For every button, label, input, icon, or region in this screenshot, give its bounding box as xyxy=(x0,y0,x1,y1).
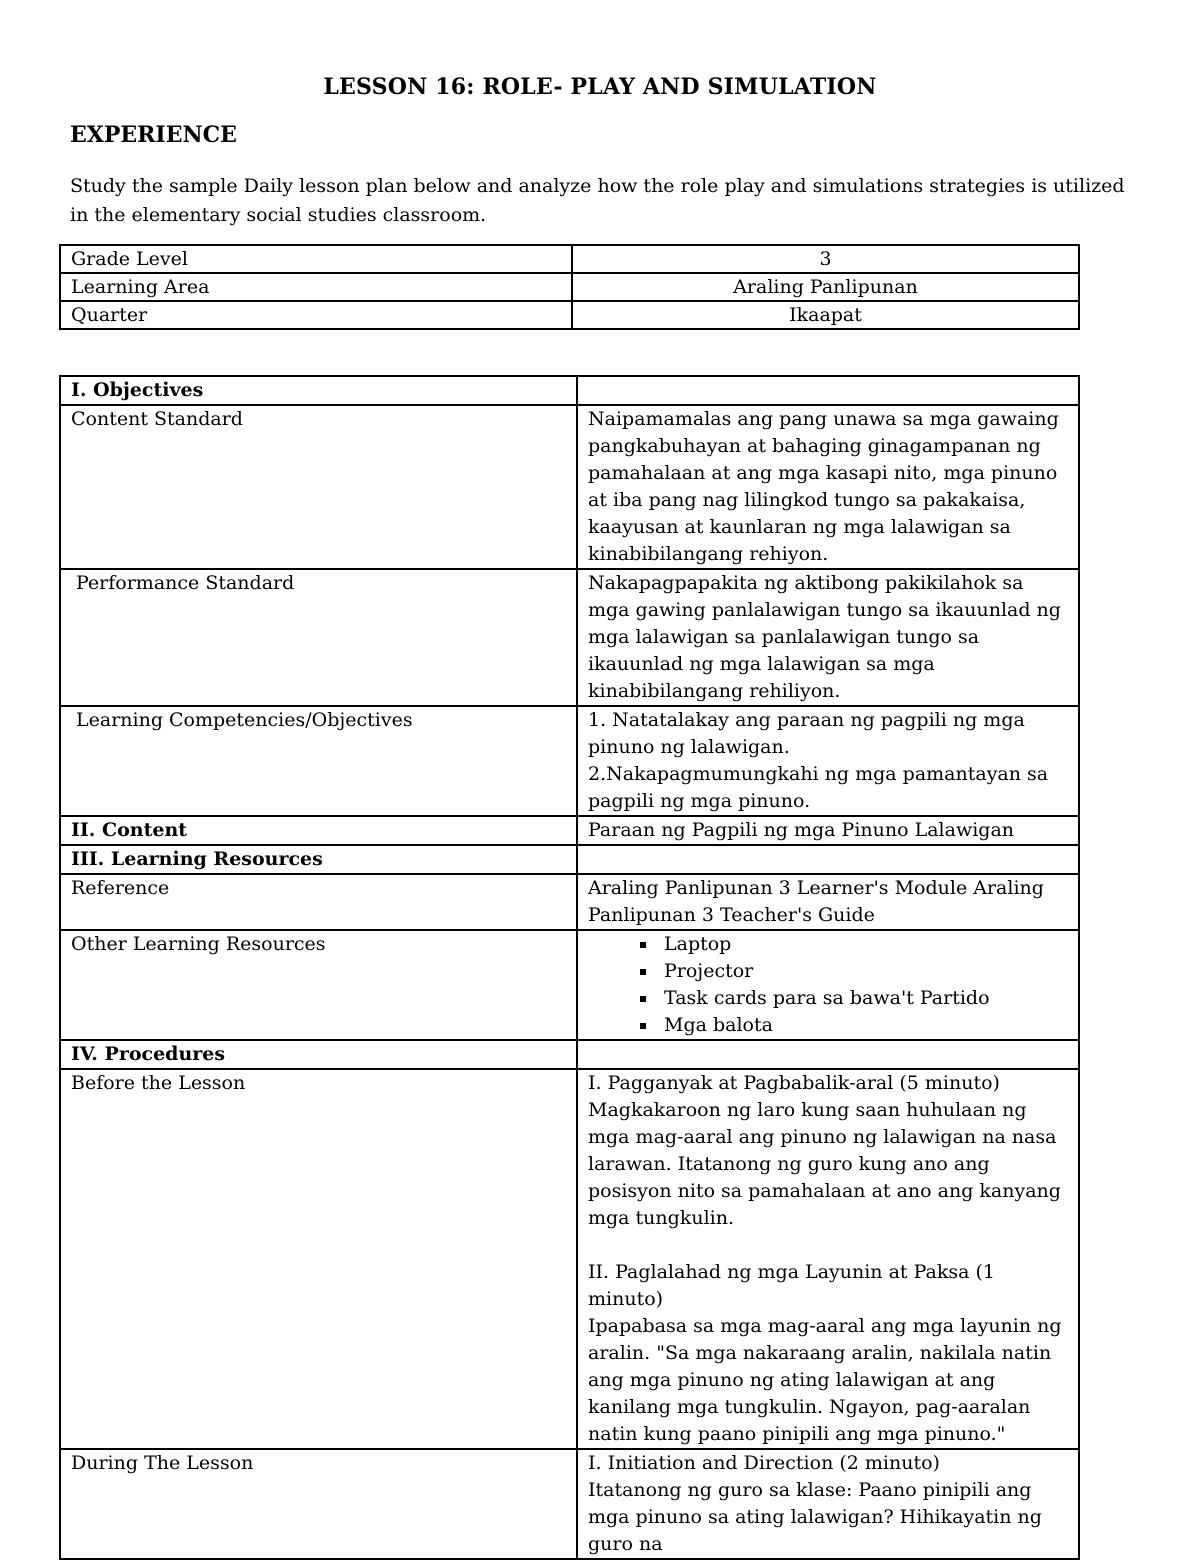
during-label: During The Lesson xyxy=(60,1449,577,1559)
before-1-text: Magkakaroon ng laro kung saan huhulaan ng mga mag-aaral ang pinuno ng lalawigan na nasa larawan. Itatanong ng guro kung ano ang posisyon nito sa pamahalaan at ano ang kanyang mga tungkulin. xyxy=(588,1099,1061,1229)
list-item: ▪ Mga balota xyxy=(658,1012,1068,1039)
procedures-heading: IV. Procedures xyxy=(60,1040,577,1069)
performance-standard-value: Nakapagpapakita ng aktibong pakikilahok sa mga gawing panlalawigan tungo sa ikauunlad ng mga lalawigan sa panlalawigan tungo sa ikauunlad ng mga lalawigan sa mga kinabibilangang rehiliyon. xyxy=(577,569,1079,706)
content-standard-value: Naipamamalas ang pang unawa sa mga gawaing pangkabuhayan at bahaging ginagampanan ng pamahalaan at ang mga kasapi nito, mga pinuno at iba pang nag lilingkod tungo sa pakakaisa, kaayusan at kaunlaran ng mga lalawigan sa kinabibilangang rehiyon. xyxy=(577,405,1079,569)
table-row xyxy=(60,1069,1079,1449)
list-item: ▪ Projector xyxy=(658,958,1068,985)
table-row xyxy=(60,273,1079,301)
content-standard-label: Content Standard xyxy=(60,405,577,569)
during-1-text: Itatanong ng guro sa klase: Paano pinipili ang mga pinuno sa ating lalawigan? Hihikayatin ng guro na xyxy=(588,1479,1042,1555)
table-row xyxy=(60,301,1079,329)
quarter-value: Ikaapat xyxy=(572,301,1079,329)
other-resources-value xyxy=(577,930,1079,1040)
performance-standard-label: Performance Standard xyxy=(60,569,577,706)
content-heading: II. Content xyxy=(60,816,577,845)
before-2-text: Ipapabasa sa mga mag-aaral ang mga layunin ng aralin. "Sa mga nakaraang aralin, nakilala natin ang mga pinuno ng ating lalawigan at ang kanilang mga tungkulin. Ngayon, pag-aaralan natin kung paano pinipili ang mga pinuno." xyxy=(588,1315,1062,1445)
before-label: Before the Lesson xyxy=(60,1069,577,1449)
table-row xyxy=(60,1449,1079,1559)
table-row xyxy=(60,376,1079,405)
quarter-label: Quarter xyxy=(60,301,572,329)
section-heading: EXPERIENCE xyxy=(70,122,237,148)
table-row xyxy=(60,706,1079,816)
spacer xyxy=(588,1232,1068,1259)
intro-paragraph: Study the sample Daily lesson plan below and analyze how the role play and simulations strategies is utilized in the elementary social studies classroom. xyxy=(70,175,1125,226)
list-item: ▪ Laptop xyxy=(658,931,1068,958)
lesson-plan-table xyxy=(59,375,1080,1560)
empty-cell xyxy=(577,1040,1079,1069)
reference-label: Reference xyxy=(60,874,577,930)
table-row xyxy=(60,1040,1079,1069)
table-row xyxy=(60,874,1079,930)
competency-1: 1. Natatalakay ang paraan ng pagpili ng mga pinuno ng lalawigan. xyxy=(588,709,1025,758)
other-resources-label: Other Learning Resources xyxy=(60,930,577,1040)
competencies-label: Learning Competencies/Objectives xyxy=(60,706,577,816)
grade-value: 3 xyxy=(572,245,1079,273)
before-value xyxy=(577,1069,1079,1449)
objectives-heading: I. Objectives xyxy=(60,376,577,405)
during-value xyxy=(577,1449,1079,1559)
empty-cell xyxy=(577,845,1079,874)
area-label: Learning Area xyxy=(60,273,572,301)
during-1-title: I. Initiation and Direction (2 minuto) xyxy=(588,1452,940,1474)
table-row xyxy=(60,405,1079,569)
resources-heading: III. Learning Resources xyxy=(60,845,577,874)
competency-2: 2.Nakapagmumungkahi ng mga pamantayan sa pagpili ng mga pinuno. xyxy=(588,763,1049,812)
reference-value: Araling Panlipunan 3 Learner's Module Araling Panlipunan 3 Teacher's Guide xyxy=(577,874,1079,930)
table-row xyxy=(60,569,1079,706)
lesson-title: LESSON 16: ROLE- PLAY AND SIMULATION xyxy=(323,74,877,100)
table-row xyxy=(60,245,1079,273)
content-value: Paraan ng Pagpili ng mga Pinuno Lalawigan xyxy=(577,816,1079,845)
area-value: Araling Panlipunan xyxy=(572,273,1079,301)
table-row xyxy=(60,816,1079,845)
before-2-title: II. Paglalahad ng mga Layunin at Paksa (1 minuto) xyxy=(588,1261,995,1310)
list-item: ▪ Task cards para sa bawa't Partido xyxy=(658,985,1068,1012)
competencies-value xyxy=(577,706,1079,816)
before-1-title: I. Pagganyak at Pagbabalik-aral (5 minuto) xyxy=(588,1072,1000,1094)
grade-label: Grade Level xyxy=(60,245,572,273)
resources-list xyxy=(588,931,1068,1039)
empty-cell xyxy=(577,376,1079,405)
table-row xyxy=(60,930,1079,1040)
table-row xyxy=(60,845,1079,874)
info-table xyxy=(59,244,1080,330)
